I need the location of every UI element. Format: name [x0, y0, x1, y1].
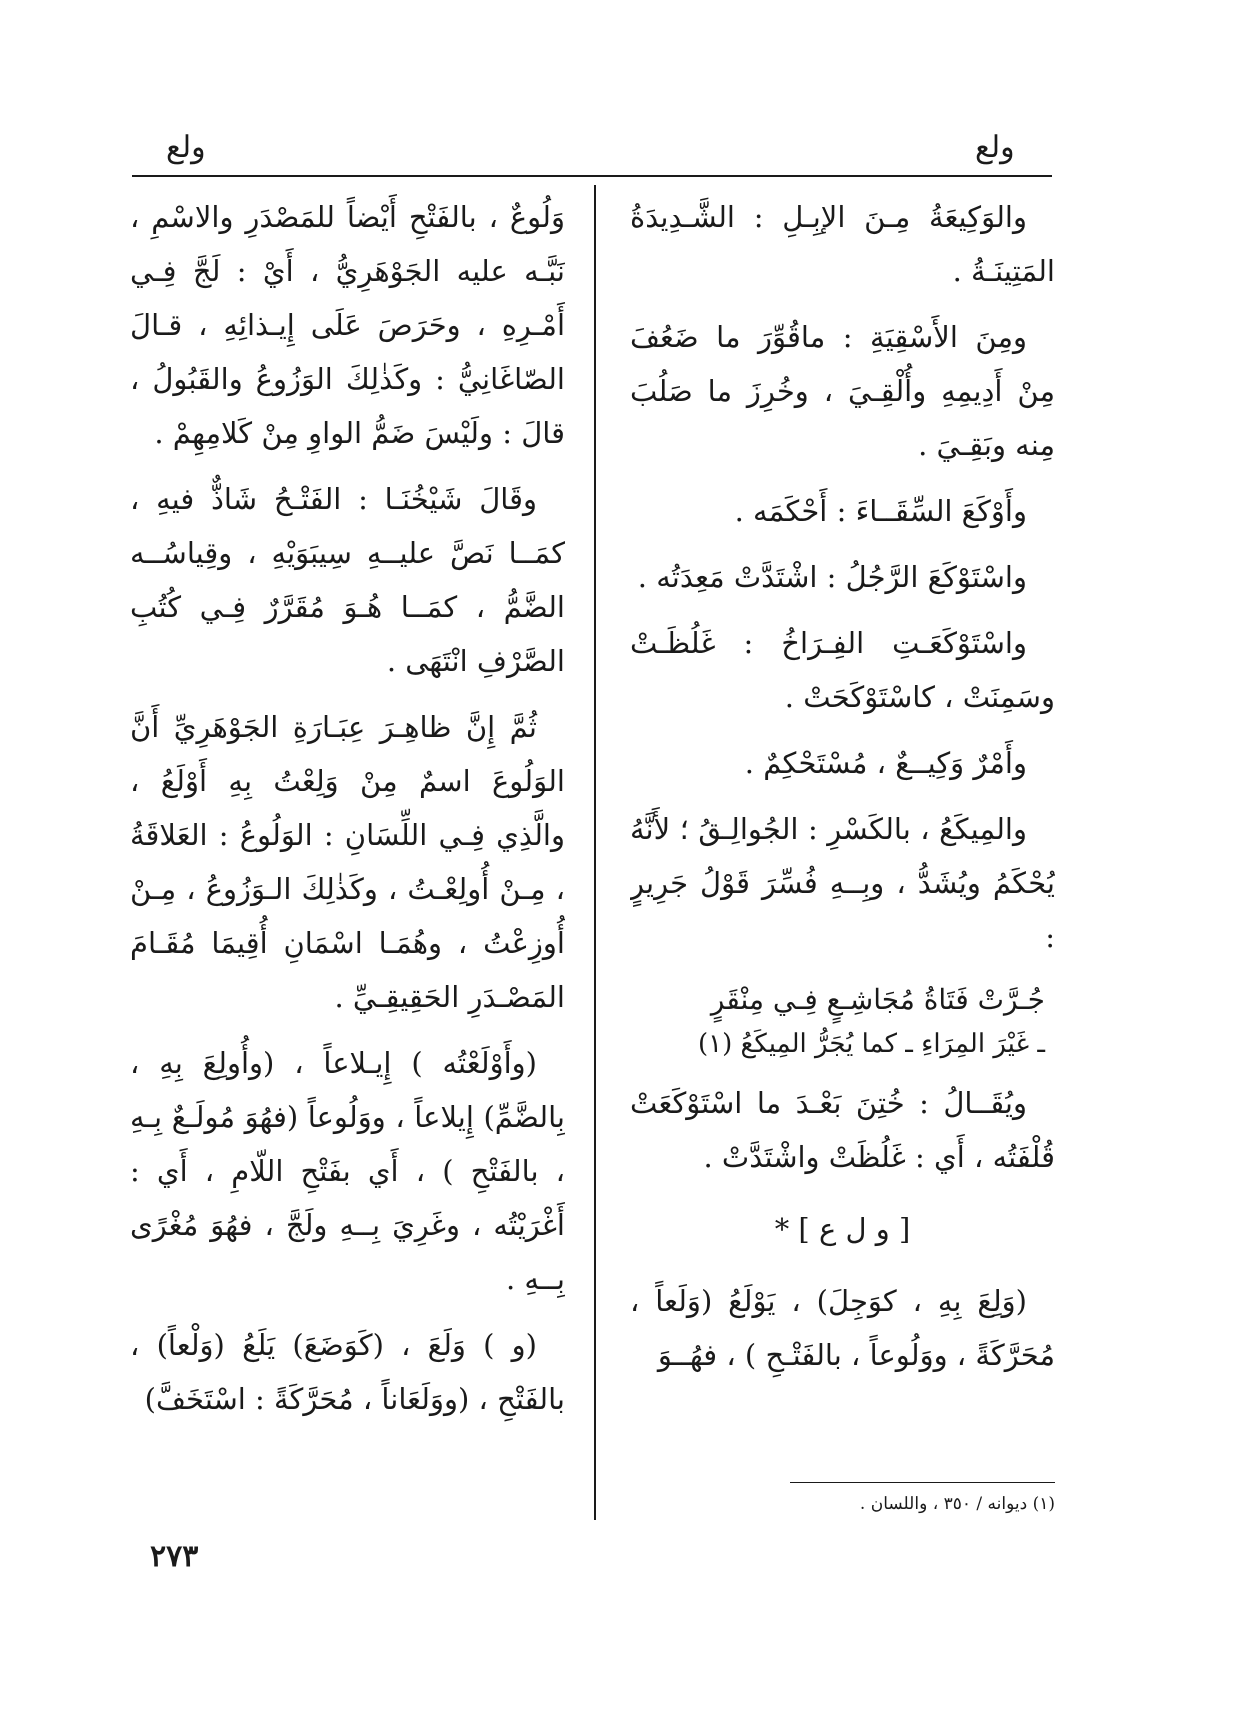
left-column: [130, 190, 565, 1540]
footnote-rule: [790, 1482, 1055, 1483]
paragraph: ومِنَ الأَسْقِيَةِ : ماقُوِّرَ ما ضَعُفَ مِنْ أَدِيمِهِ وأُلْقِـيَ ، وخُرِزَ ما صَلُبَ مِنه وبَقِـيَ .: [630, 320, 1055, 462]
paragraph: واسْتَوْكَعَ الرَّجُلُ : اشْتَدَّتْ مَعِدَتُه .: [637, 560, 1027, 594]
header-rule: [132, 175, 1052, 177]
paragraph: وأَوْكَعَ السِّقَــاءَ : أَحْكَمَه .: [734, 494, 1027, 528]
paragraph: ثُمَّ إِنَّ ظاهِـرَ عِبَـارَةِ الجَوْهَرِيِّ أَنَّ الوَلُوعَ اسمٌ مِنْ وَلِعْتُ بِهِ أَوْلَعُ ، والَّذِي فِـي اللِّسَانِ : الوَلُوعُ : العَلاقَةُ ، مِـنْ أُولِعْـتُ ، وكَذٰلِكَ الـوَزُوعُ ، مِـنْ أُوزِعْتُ ، وهُمَـا اسْمَانِ أُقِيمَا مُقَـامَ المَصْـدَرِ الحَقِيقِـيِّ .: [130, 710, 565, 1014]
paragraph: واسْتَوْكَعَـتِ الفِـرَاخُ : غَلُظَـتْ وسَمِنَتْ ، كاسْتَوْكَحَتْ .: [630, 626, 1055, 714]
running-header-left: ولع: [166, 130, 206, 165]
column-divider: [594, 185, 596, 1520]
paragraph: وقَالَ شَيْخُنَـا : الفَتْـحُ شَاذٌّ فيهِ ، كمَــا نَصَّ عليــهِ سِيبَوَيْهِ ، وقِياسُــه الضَّمُّ ، كمَــا هُـوَ مُقَرَّرٌ فِـي كُتُبِ الصَّرْفِ انْتَهَى .: [130, 482, 565, 678]
running-header-right: ولع: [975, 130, 1015, 165]
paragraph: (وأَوْلَعْتُه ) إِيـلاعاً ، (وأُولِعَ بِهِ ، بِالضَّمِّ) إِيلاعاً ، ووَلُوعاً (فهُوَ مُولَـعٌ بِـهِ ، بالفَتْحِ ) ، أَي بفَتْحِ اللّامِ ، أَي : أَغْرَيْتُه ، وغَرِيَ بِــهِ ولَجَّ ، فهُوَ مُغْرًى بِــهِ .: [130, 1046, 565, 1296]
paragraph: وأَمْرٌ وَكِيــعٌ ، مُسْتَحْكِمٌ .: [744, 746, 1027, 780]
paragraph: ويُقَــالُ : خُتِنَ بَعْـدَ ما اسْتَوْكَعَتْ قُلْفَتُه ، أَي : غَلُظَتْ واشْتَدَّتْ .: [630, 1086, 1055, 1174]
paragraph: وَلُوعٌ ، بالفَتْحِ أَيْضاً للمَصْدَرِ والاسْمِ ، نَبَّـه عليه الجَوْهَرِيُّ ، أَيْ : لَجَّ فِـي أَمْـرِهِ ، وحَرَصَ عَلَى إِيـذائِهِ ، قـالَ الصّاغَانِيُّ : وكَذٰلِكَ الوَزُوعُ والقَبُولُ ، قالَ : ولَيْسَ ضَمُّ الواوِ مِنْ كَلامِهِمْ .: [130, 200, 565, 450]
paragraph: والمِيكَعُ ، بالكَسْرِ : الجُوالِـقُ ؛ لأَنَّهُ يُحْكَمُ ويُشَدُّ ، وبِــهِ فُسِّرَ قَوْلُ جَرِيرٍ :: [630, 812, 1055, 954]
paragraph: والوَكِيعَةُ مِـنَ الإبِـلِ : الشَّـدِيدَةُ المَتِينَـةُ .: [630, 200, 1055, 288]
paragraph: (و ) وَلَعَ ، (كَوَضَعَ) يَلَعُ (وَلْعاً) ، بالفَتْحِ ، (ووَلَعَاناً ، مُحَرَّكَةً : اسْتَخَفَّ): [130, 1328, 565, 1416]
page-number: ٢٧٣: [150, 1539, 199, 1574]
poem-verse: [630, 976, 1055, 1064]
right-column: [630, 190, 1055, 1530]
footnote: (١) ديوانه / ٣٥٠ ، واللسان .: [859, 1494, 1055, 1514]
poem-line-second: ـ غَيْرَ المِرَاءِ ـ كما يُجَرُّ المِيكَعُ (١): [697, 1029, 1045, 1059]
poem-line-first: جُـرَّتْ فَتَاةُ مُجَاشِـعٍ فِـي مِنْقَرٍ: [710, 983, 1045, 1016]
entry-heading: [ و ل ع ] *: [774, 1212, 911, 1246]
paragraph: (وَلِعَ بِهِ ، كوَجِلَ) ، يَوْلَعُ (وَلَعاً ، مُحَرَّكَةً ، ووَلُوعاً ، بالفَتْـحِ ) ، فهُــوَ: [630, 1284, 1055, 1372]
